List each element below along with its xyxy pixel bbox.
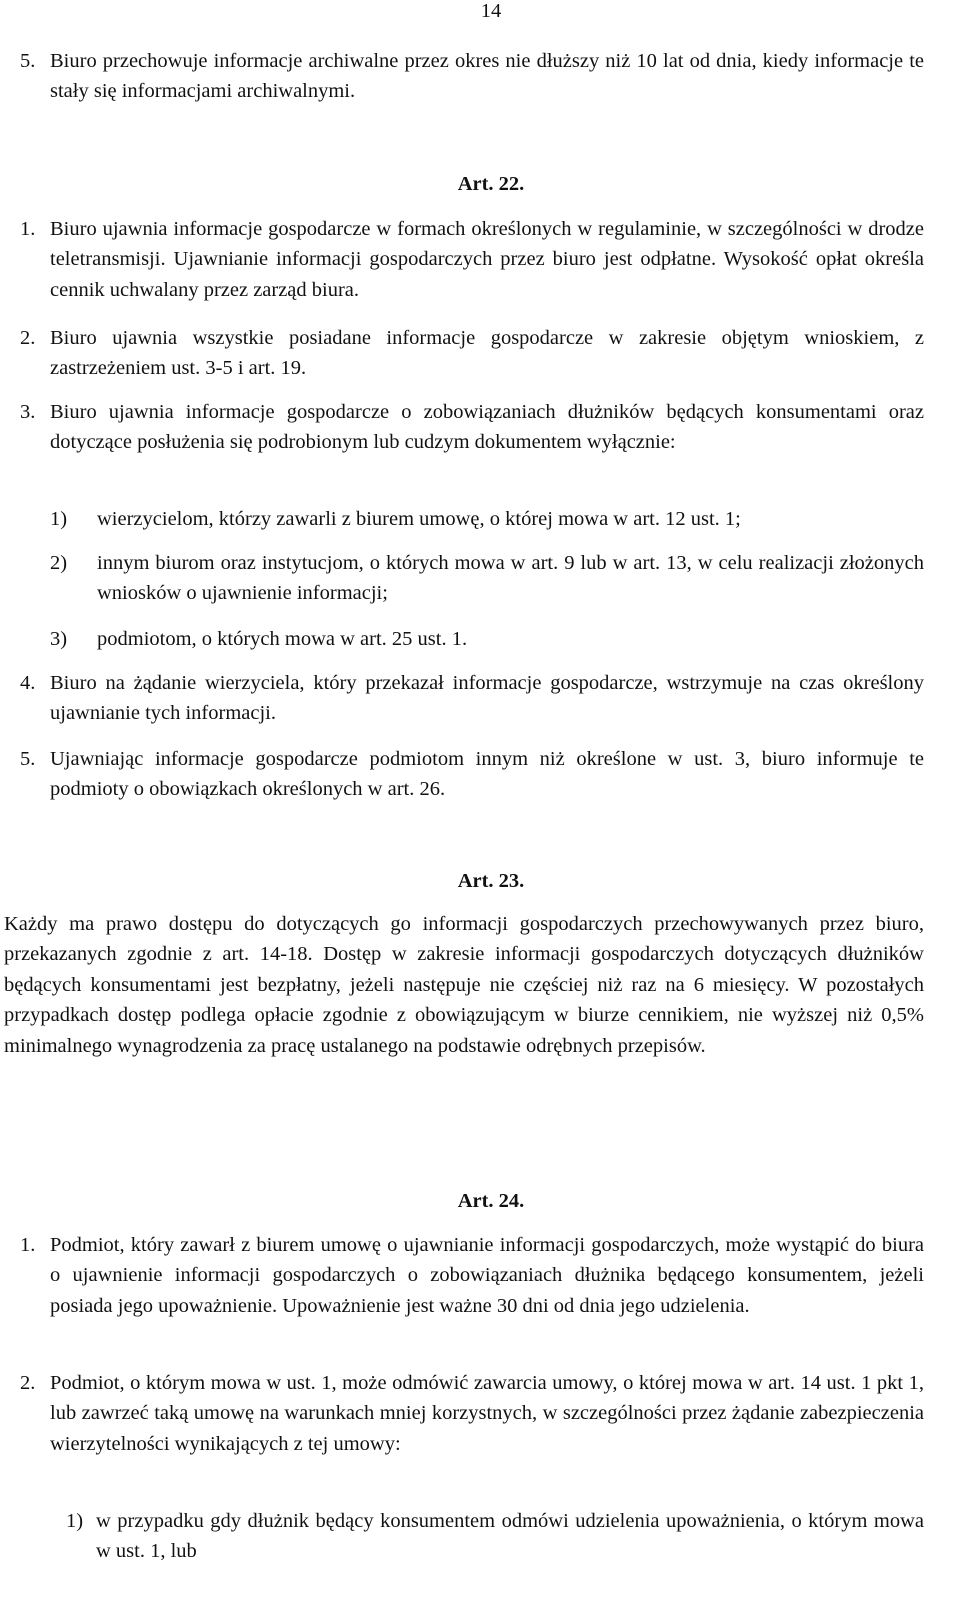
art22-paragraph-4 [20, 668, 924, 729]
item-number: 2) [50, 552, 68, 574]
art22-paragraph-1 [20, 214, 924, 305]
art23-text: Każdy ma prawo dostępu do dotyczących go informacji gospodarczych przechowywanych przez biuro, przekazanych zgodnie z art. 14-18. Dostęp w zakresie informacji gospodarczych dotyczących dłużników będących konsumentami jest bezpłatny, jeżeli następuje nie częściej niż raz na 6 miesięcy. W pozostałych przypadkach dostęp podlega opłacie zgodnie z obowiązującym w biurze cennikiem, nie wyższej niż 0,5% minimalnego wynagrodzenia za pracę ustalanego na podstawie odrębnych przepisów. [4, 913, 924, 1057]
art24-paragraph-1 [20, 1230, 924, 1321]
paragraph-number: 3. [20, 401, 36, 423]
item-text: w przypadku gdy dłużnik będący konsumentem odmówi udzielenia upoważnienia, o którym mowa w ust. 1, lub [96, 1510, 924, 1563]
art24-paragraph-2-item-1 [66, 1506, 924, 1567]
item-text: innym biurom oraz instytucjom, o których mowa w art. 9 lub w art. 13, w celu realizacji złożonych wniosków o ujawnienie informacji; [97, 552, 924, 605]
article-24-heading: Art. 24. [457, 1190, 525, 1212]
paragraph-text: Biuro na żądanie wierzyciela, który przekazał informacje gospodarcze, wstrzymuje na czas określony ujawnianie tych informacji. [50, 672, 924, 725]
paragraph-number: 1. [20, 1234, 36, 1256]
item-text: wierzycielom, którzy zawarli z biurem umowę, o której mowa w art. 12 ust. 1; [97, 508, 741, 530]
paragraph-text: Podmiot, który zawarł z biurem umowę o ujawnianie informacji gospodarczych, może wystąpić do biura o ujawnienie informacji gospodarczych o zobowiązaniach dłużnika będącego konsumentem, jeżeli posiada jego upoważnienie. Upoważnienie jest ważne 30 dni od dnia jego udzielenia. [50, 1234, 924, 1317]
art22-paragraph-3-item-3 [50, 624, 924, 654]
art22-paragraph-5 [20, 744, 924, 805]
art22-paragraph-3-item-2 [50, 548, 924, 609]
item-text: podmiotom, o których mowa w art. 25 ust. 1. [97, 628, 468, 650]
paragraph-number: 4. [20, 672, 36, 694]
paragraph-number: 2. [20, 1372, 36, 1394]
art24-paragraph-2 [20, 1368, 924, 1459]
page-number: 14 [480, 0, 502, 22]
paragraph-number: 2. [20, 327, 36, 349]
paragraph-text: Biuro ujawnia informacje gospodarcze w formach określonych w regulaminie, w szczególności w drodze teletransmisji. Ujawnianie informacji gospodarczych przez biuro jest odpłatne. Wysokość opłat określa cennik uchwalany przez zarząd biura. [50, 218, 924, 301]
article-23-heading: Art. 23. [457, 870, 525, 892]
paragraph-text: Biuro ujawnia wszystkie posiadane informacje gospodarcze w zakresie objętym wnioskiem, z zastrzeżeniem ust. 3-5 i art. 19. [50, 327, 924, 380]
item-number: 1) [50, 508, 68, 530]
art21-paragraph-5 [20, 46, 924, 107]
paragraph-text: Biuro przechowuje informacje archiwalne przez okres nie dłuższy niż 10 lat od dnia, kiedy informacje te stały się informacjami archiwalnymi. [50, 50, 924, 103]
paragraph-text: Podmiot, o którym mowa w ust. 1, może odmówić zawarcia umowy, o której mowa w art. 14 ust. 1 pkt 1, lub zawrzeć taką umowę na warunkach mniej korzystnych, w szczególności przez żądanie zabezpieczenia wierzytelności wynikających z tej umowy: [50, 1372, 924, 1455]
paragraph-number: 5. [20, 748, 36, 770]
item-number: 1) [66, 1510, 84, 1532]
item-number: 3) [50, 628, 68, 650]
paragraph-number: 5. [20, 50, 36, 72]
paragraph-text: Biuro ujawnia informacje gospodarcze o zobowiązaniach dłużników będących konsumentami oraz dotyczące posłużenia się podrobionym lub cudzym dokumentem wyłącznie: [50, 401, 924, 454]
art22-paragraph-3 [20, 397, 924, 458]
art22-paragraph-3-item-1 [50, 504, 924, 534]
paragraph-text: Ujawniając informacje gospodarcze podmiotom innym niż określone w ust. 3, biuro informuje te podmioty o obowiązkach określonych w art. 26. [50, 748, 924, 801]
art22-paragraph-2 [20, 323, 924, 384]
paragraph-number: 1. [20, 218, 36, 240]
article-22-heading: Art. 22. [457, 173, 525, 195]
